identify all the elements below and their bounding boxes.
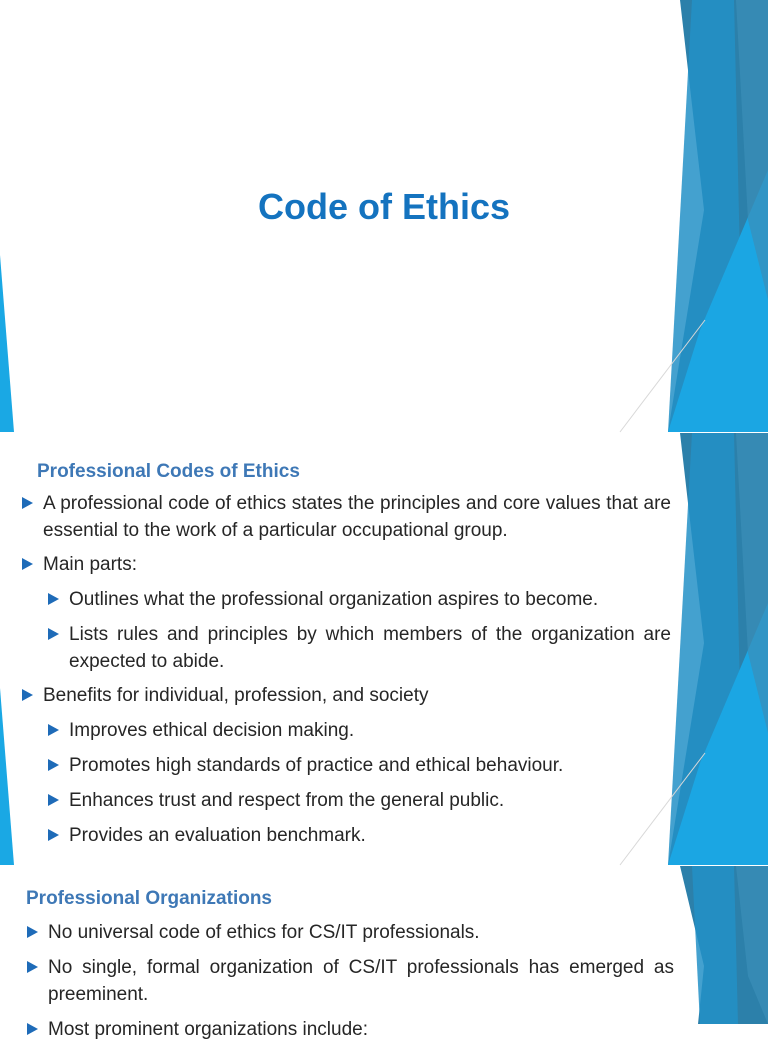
bullet-icon	[27, 961, 38, 973]
list-item: Provides an evaluation benchmark.	[21, 822, 671, 849]
slide-professional-codes	[0, 433, 768, 865]
list-item: Outlines what the professional organization aspires to become.	[21, 586, 671, 613]
bullet-icon	[22, 558, 33, 570]
list-item: Most prominent organizations include:	[26, 1016, 674, 1043]
list-item: Enhances trust and respect from the general public.	[21, 787, 671, 814]
bullet-icon	[48, 724, 59, 736]
slide-title-text: Code of Ethics	[257, 186, 511, 227]
list-item: Promotes high standards of practice and ethical behaviour.	[21, 752, 671, 779]
list-item: Main parts:	[21, 551, 671, 578]
bullet-icon	[22, 689, 33, 701]
bullet-icon	[48, 794, 59, 806]
slide-title	[0, 0, 768, 432]
bullet-icon	[22, 497, 33, 509]
list-item: Benefits for individual, profession, and society	[21, 682, 671, 709]
list-item: Lists rules and principles by which members of the organization are expected to abide.	[21, 621, 671, 675]
list-item: No single, formal organization of CS/IT professionals has emerged as preeminent.	[26, 954, 674, 1008]
bullet-list	[26, 919, 674, 1043]
slide-professional-organizations	[0, 866, 768, 1040]
bullet-icon	[48, 759, 59, 771]
bullet-icon	[27, 926, 38, 938]
slide-heading: Professional Organizations	[26, 888, 272, 909]
bullet-icon	[48, 628, 59, 640]
bullet-icon	[27, 1023, 38, 1035]
bullet-icon	[48, 593, 59, 605]
bullet-list	[21, 490, 671, 849]
slide-heading: Professional Codes of Ethics	[37, 461, 300, 482]
list-item: No universal code of ethics for CS/IT professionals.	[26, 919, 674, 946]
bullet-icon	[48, 829, 59, 841]
list-item: Improves ethical decision making.	[21, 717, 671, 744]
list-item: A professional code of ethics states the principles and core values that are essential to the work of a particular occupational group.	[21, 490, 671, 544]
